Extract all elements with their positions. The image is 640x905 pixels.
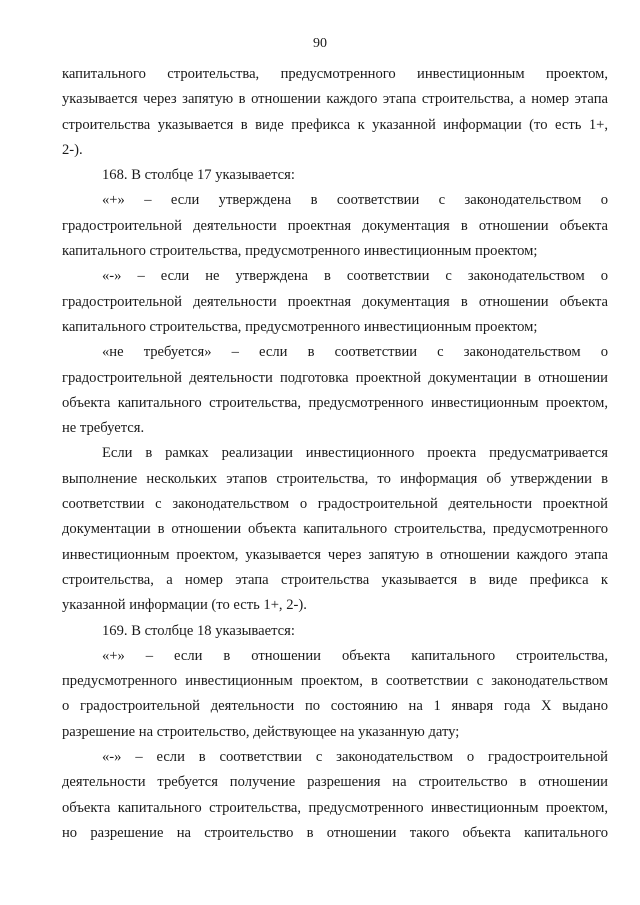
text-line: объекта капитального строительства, предусмотренного инвестиционным проектом, xyxy=(62,799,608,816)
text-line: капитального строительства, предусмотренного инвестиционным проектом, xyxy=(62,66,608,82)
text-line: объекта капитального строительства, предусмотренного инвестиционным проектом, xyxy=(62,394,608,411)
text-line: деятельности требуется получение разрешения на строительство в отношении xyxy=(62,774,608,791)
text-line: выполнение нескольких этапов строительства, то информация об утверждении в xyxy=(62,470,608,487)
text-line: инвестиционным проектом, указывается через запятую в отношении каждого этапа xyxy=(62,546,608,563)
text-line: соответствии с законодательством о градостроительной деятельности проектной xyxy=(62,496,608,513)
text-line: о градостроительной деятельности по состоянию на 1 января года X выдано xyxy=(62,698,608,715)
page-number: 90 xyxy=(313,36,327,51)
text-line: градостроительной деятельности проектная документация в отношении объекта xyxy=(62,293,608,310)
text-line: «не требуется» – если в соответствии с законодательством о xyxy=(102,344,608,361)
text-line: указывается через запятую в отношении каждого этапа строительства, а номер этапа xyxy=(62,91,608,108)
text-line: но разрешение на строительство в отношении такого объекта капитального xyxy=(62,824,608,841)
text-line: указанной информации (то есть 1+, 2-). xyxy=(62,597,307,614)
text-line: градостроительной деятельности подготовка проектной документации в отношении xyxy=(62,369,608,386)
text-line: 168. В столбце 17 указывается: xyxy=(102,167,295,184)
text-line: не требуется. xyxy=(62,420,145,437)
text-line: капитального строительства, предусмотренного инвестиционным проектом; xyxy=(62,243,538,260)
text-line: разрешение на строительство, действующее на указанную дату; xyxy=(62,723,460,740)
text-line: градостроительной деятельности проектная документация в отношении объекта xyxy=(62,217,608,234)
text-line: «-» – если не утверждена в соответствии с законодательством о xyxy=(102,268,608,285)
text-line: капитального строительства, предусмотренного инвестиционным проектом; xyxy=(62,318,538,335)
text-line: «+» – если утверждена в соответствии с законодательством о xyxy=(102,192,608,209)
text-line: Если в рамках реализации инвестиционного проекта предусматривается xyxy=(102,445,608,462)
body-text xyxy=(62,62,608,846)
text-line: строительства, а номер этапа строительства указывается в виде префикса к xyxy=(62,571,608,588)
text-line: «-» – если в соответствии с законодательством о градостроительной xyxy=(102,749,608,766)
text-line: документации в отношении объекта капитального строительства, предусмотренного xyxy=(62,521,608,538)
text-line: 169. В столбце 18 указывается: xyxy=(102,622,295,639)
text-line: 2-). xyxy=(62,141,83,158)
text-line: «+» – если в отношении объекта капитального строительства, xyxy=(102,647,608,664)
text-line: строительства указывается в виде префикса к указанной информации (то есть 1+, xyxy=(62,116,608,133)
text-line: предусмотренного инвестиционным проектом, в соответствии с законодательством xyxy=(62,673,608,690)
